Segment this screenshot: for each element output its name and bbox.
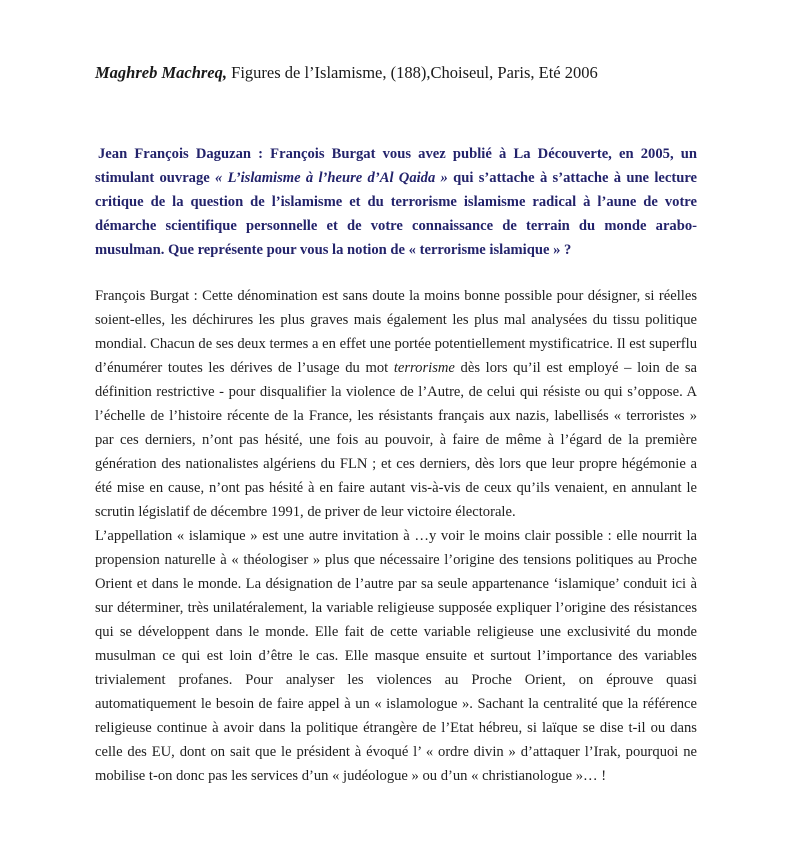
question-intro: Jean François Daguzan : François Burgat vous avez publié à La Découverte, en 2005, un stimulant ouvrage [95, 146, 697, 186]
book-title: « L’islamisme à l’heure d’Al Qaida » [215, 170, 448, 186]
question-body: qui s’attache à s’attache à une lecture critique de la question de l’islamisme et du terrorisme islamisme radical à l’aune de votre démarche scientifique personnelle et de votre connaissance de terrain du monde arabo-musulman. Que représente pour vous la notion de « terrorisme islamique » ? [95, 170, 698, 258]
citation-details: Figures de l’Islamisme, (188),Choiseul, Paris, Eté 2006 [227, 63, 598, 82]
journal-name: Maghreb Machreq, [95, 63, 228, 82]
interview-question [95, 142, 697, 262]
answer-paragraph-2: L’appellation « islamique » est une autre invitation à …y voir le moins clair possible : elle nourrit la propension naturelle à « théologiser » plus que nécessaire l’origine des tensions politiques au Proche Orient et dans le monde. La désignation de l’autre par sa seule appartenance ‘islamique’ conduit ici à sur déterminer, très unilatéralement, la variable religieuse supposée expliquer l’origine des résistances qui se développent dans le monde. Elle fait de cette variable religieuse une exclusivité du monde musulman ce qui est loin d’être le cas. Elle masque ensuite et surtout l’importance des variables trivialement profanes. Pour analyser les violences au Proche Orient, on éprouve quasi automatiquement le besoin de faire appel à un « islamologue ». Sachant la centralité que la référence religieuse continue à avoir dans la politique étrangère de l’Etat hébreu, si laïque se dise t-il ou dans celle des EU, dont on sait que le président à évoqué l’ « ordre divin » d’attaquer l’Irak, pourquoi ne mobilise t-on donc pas les services d’un « judéologue » ou d’un « christianologue »… ! [95, 528, 697, 784]
interview-answer [95, 284, 697, 788]
answer-p1-end: dès lors qu’il est employé – loin de sa définition restrictive - pour disqualifier la violence de l’Autre, de celui qui résiste ou qui s’oppose. A l’échelle de l’histoire récente de la France, les résistants français aux nazis, labellisés « terroristes » par ces derniers, n’ont pas hésité, une fois au pouvoir, à faire de même à l’égard de la première génération des nationalistes algériens du FLN ; et ces derniers, dès lors que leur propre hégémonie a été mise en cause, n’ont pas hésité à en faire autant vis-à-vis de ceux qu’ils venaient, en annulant le scrutin législatif de décembre 1991, de priver de leur victoire électorale. [95, 360, 697, 520]
citation-header [95, 62, 735, 84]
answer-p1-start: François Burgat : Cette dénomination est sans doute la moins bonne possible pour désigner, si réelles soient-elles, les déchirures les plus graves mais également les plus mal analysées du tissu politique mondial. Chacun de ses deux termes a en effet une portée potentiellement mystificatrice. Il est superflu d’énumérer toutes les dérives de l’usage du mot [95, 288, 697, 376]
emphasized-term: terrorisme [393, 360, 455, 376]
answer-paragraph-1 [95, 284, 697, 524]
